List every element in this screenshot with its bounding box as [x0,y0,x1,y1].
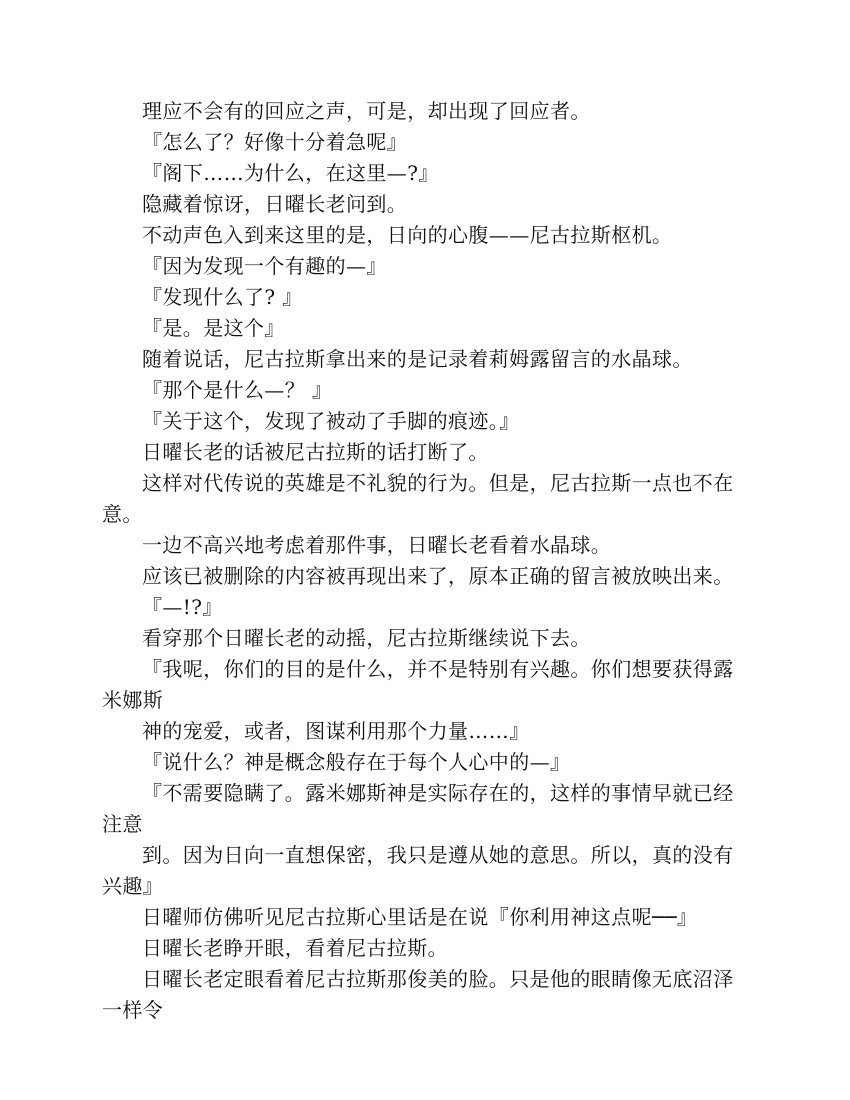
paragraph-14: 一边不高兴地考虑着那件事，日曜长老看着水晶球。 [142,533,612,557]
paragraph-16: 『—!?』 [142,595,223,619]
paragraph-10: 『那个是什么—？ 』 [142,378,333,402]
paragraph-9: 随着说话，尼古拉斯拿出来的是记录着莉姆露留言的水晶球。 [142,347,693,371]
paragraph-12: 日曜长老的话被尼古拉斯的话打断了。 [142,440,489,464]
paragraph-2: 『怎么了？好像十分着急呢』 [142,130,408,154]
paragraph-22: 到。因为日向一直想保密，我只是遵从她的意思。所以，真的没有兴趣』 [102,843,734,898]
paragraph-17: 看穿那个日曜长老的动摇，尼古拉斯继续说下去。 [142,626,591,650]
paragraph-20: 『说什么？神是概念般存在于每个人心中的—』 [142,750,571,774]
document-body [102,96,752,1026]
paragraph-8: 『是。是这个』 [142,316,285,340]
paragraph-1: 理应不会有的回应之声，可是，却出现了回应者。 [142,99,591,123]
paragraph-3: 『阁下……为什么，在这里—?』 [142,161,439,185]
paragraph-24: 日曜长老睁开眼，看着尼古拉斯。 [142,936,448,960]
paragraph-13: 这样对代传说的英雄是不礼貌的行为。但是，尼古拉斯一点也不在意。 [102,471,734,526]
paragraph-7: 『发现什么了? 』 [142,285,303,309]
paragraph-5: 不动声色入到来这里的是，日向的心腹——尼古拉斯枢机。 [142,223,673,247]
paragraph-21: 『不需要隐瞒了。露米娜斯神是实际存在的，这样的事情早就已经注意 [102,781,734,836]
paragraph-4: 隐藏着惊讶，日曜长老问到。 [142,192,408,216]
paragraph-19: 神的宠爱，或者，图谋利用那个力量……』 [142,719,530,743]
paragraph-15: 应该已被删除的内容被再现出来了，原本正确的留言被放映出来。 [142,564,734,588]
paragraph-18: 『我呢，你们的目的是什么，并不是特别有兴趣。你们想要获得露米娜斯 [102,657,734,712]
paragraph-6: 『因为发现一个有趣的—』 [142,254,387,278]
paragraph-25: 日曜长老定眼看着尼古拉斯那俊美的脸。只是他的眼睛像无底沼泽一样令 [102,967,734,1022]
paragraph-23: 日曜师仿佛听见尼古拉斯心里话是在说『你利用神这点呢──』 [142,905,698,929]
paragraph-11: 『关于这个，发现了被动了手脚的痕迹。』 [142,409,520,433]
